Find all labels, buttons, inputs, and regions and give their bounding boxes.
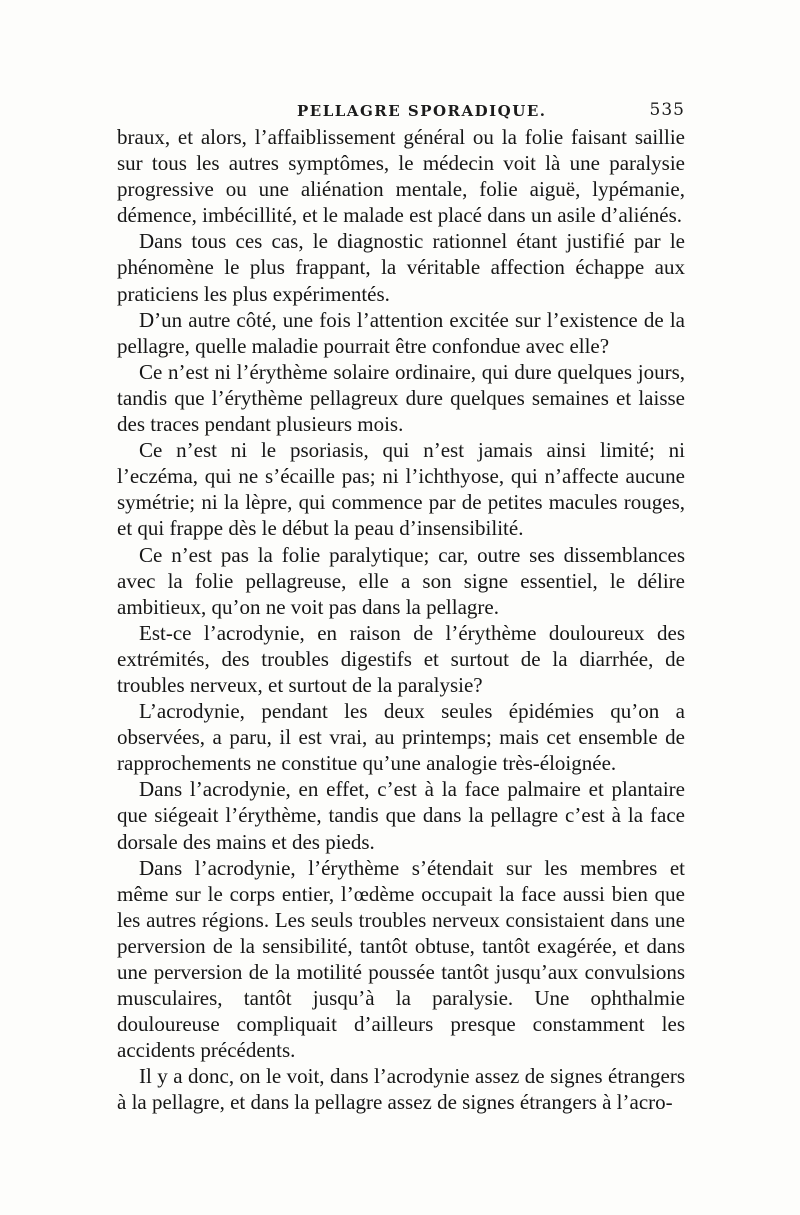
paragraph: Dans l’acrodynie, l’érythème s’étendait sur les membres et même sur le corps entier, l’œdème occupait la face aussi bien que les autres régions. Les seuls troubles nerveux consistaient dans une perversion de la sensibilité, tantôt obtuse, tantôt exagérée, et dans une perversion de la motilité poussée tantôt jusqu’aux convulsions musculaires, tantôt jusqu’à la paralysie. Une ophthalmie douloureuse compliquait d’ailleurs presque constamment les accidents précédents. bbox=[117, 855, 685, 1063]
paragraph: L’acrodynie, pendant les deux seules épidémies qu’on a observées, a paru, il est vrai, au printemps; mais cet ensemble de rapprochements ne constitue qu’une analogie très-éloignée. bbox=[117, 699, 685, 776]
page-number: 535 bbox=[649, 100, 685, 120]
paragraph: Dans tous ces cas, le diagnostic rationnel étant justifié par le phénomène le plus frappant, la véritable affection échappe aux praticiens les plus expérimentés. bbox=[117, 229, 685, 306]
running-title: PELLAGRE SPORADIQUE. bbox=[297, 102, 547, 120]
paragraph: Ce n’est ni l’érythème solaire ordinaire, qui dure quelques jours, tandis que l’érythème pellagreux dure quelques semaines et laisse des traces pendant plusieurs mois. bbox=[117, 359, 685, 437]
paragraph: Il y a donc, on le voit, dans l’acrodynie assez de signes étrangers à la pellagre, et dans la pellagre assez de signes étrangers à l’acro- bbox=[117, 1064, 685, 1115]
running-head bbox=[117, 100, 685, 124]
body-text bbox=[117, 124, 685, 1116]
paragraph: Est-ce l’acrodynie, en raison de l’érythème douloureux des extrémités, des troubles digestifs et surtout de la diarrhée, de troubles nerveux, et surtout de la paralysie? bbox=[117, 620, 685, 697]
paragraph: Dans l’acrodynie, en effet, c’est à la face palmaire et plantaire que siégeait l’érythème, tandis que dans la pellagre c’est à la face dorsale des mains et des pieds. bbox=[117, 777, 685, 854]
paragraph: Ce n’est pas la folie paralytique; car, outre ses dissemblances avec la folie pellagreuse, elle a son signe essentiel, le délire ambitieux, qu’on ne voit pas dans la pellagre. bbox=[117, 542, 685, 619]
paragraph: D’un autre côté, une fois l’attention excitée sur l’existence de la pellagre, quelle maladie pourrait être confondue avec elle? bbox=[117, 307, 685, 358]
paragraph: Ce n’est ni le psoriasis, qui n’est jamais ainsi limité; ni l’eczéma, qui ne s’écaille pas; ni l’ichthyose, qui n’affecte aucune symétrie; ni la lèpre, qui commence par de petites macules rouges, et qui frappe dès le début la peau d’insensibilité. bbox=[117, 438, 685, 541]
paragraph: braux, et alors, l’affaiblissement général ou la folie faisant saillie sur tous les autres symptômes, le médecin voit là une paralysie progressive ou une aliénation mentale, folie aiguë, lypémanie, démence, imbécillité, et le malade est placé dans un asile d’aliénés. bbox=[117, 125, 685, 228]
